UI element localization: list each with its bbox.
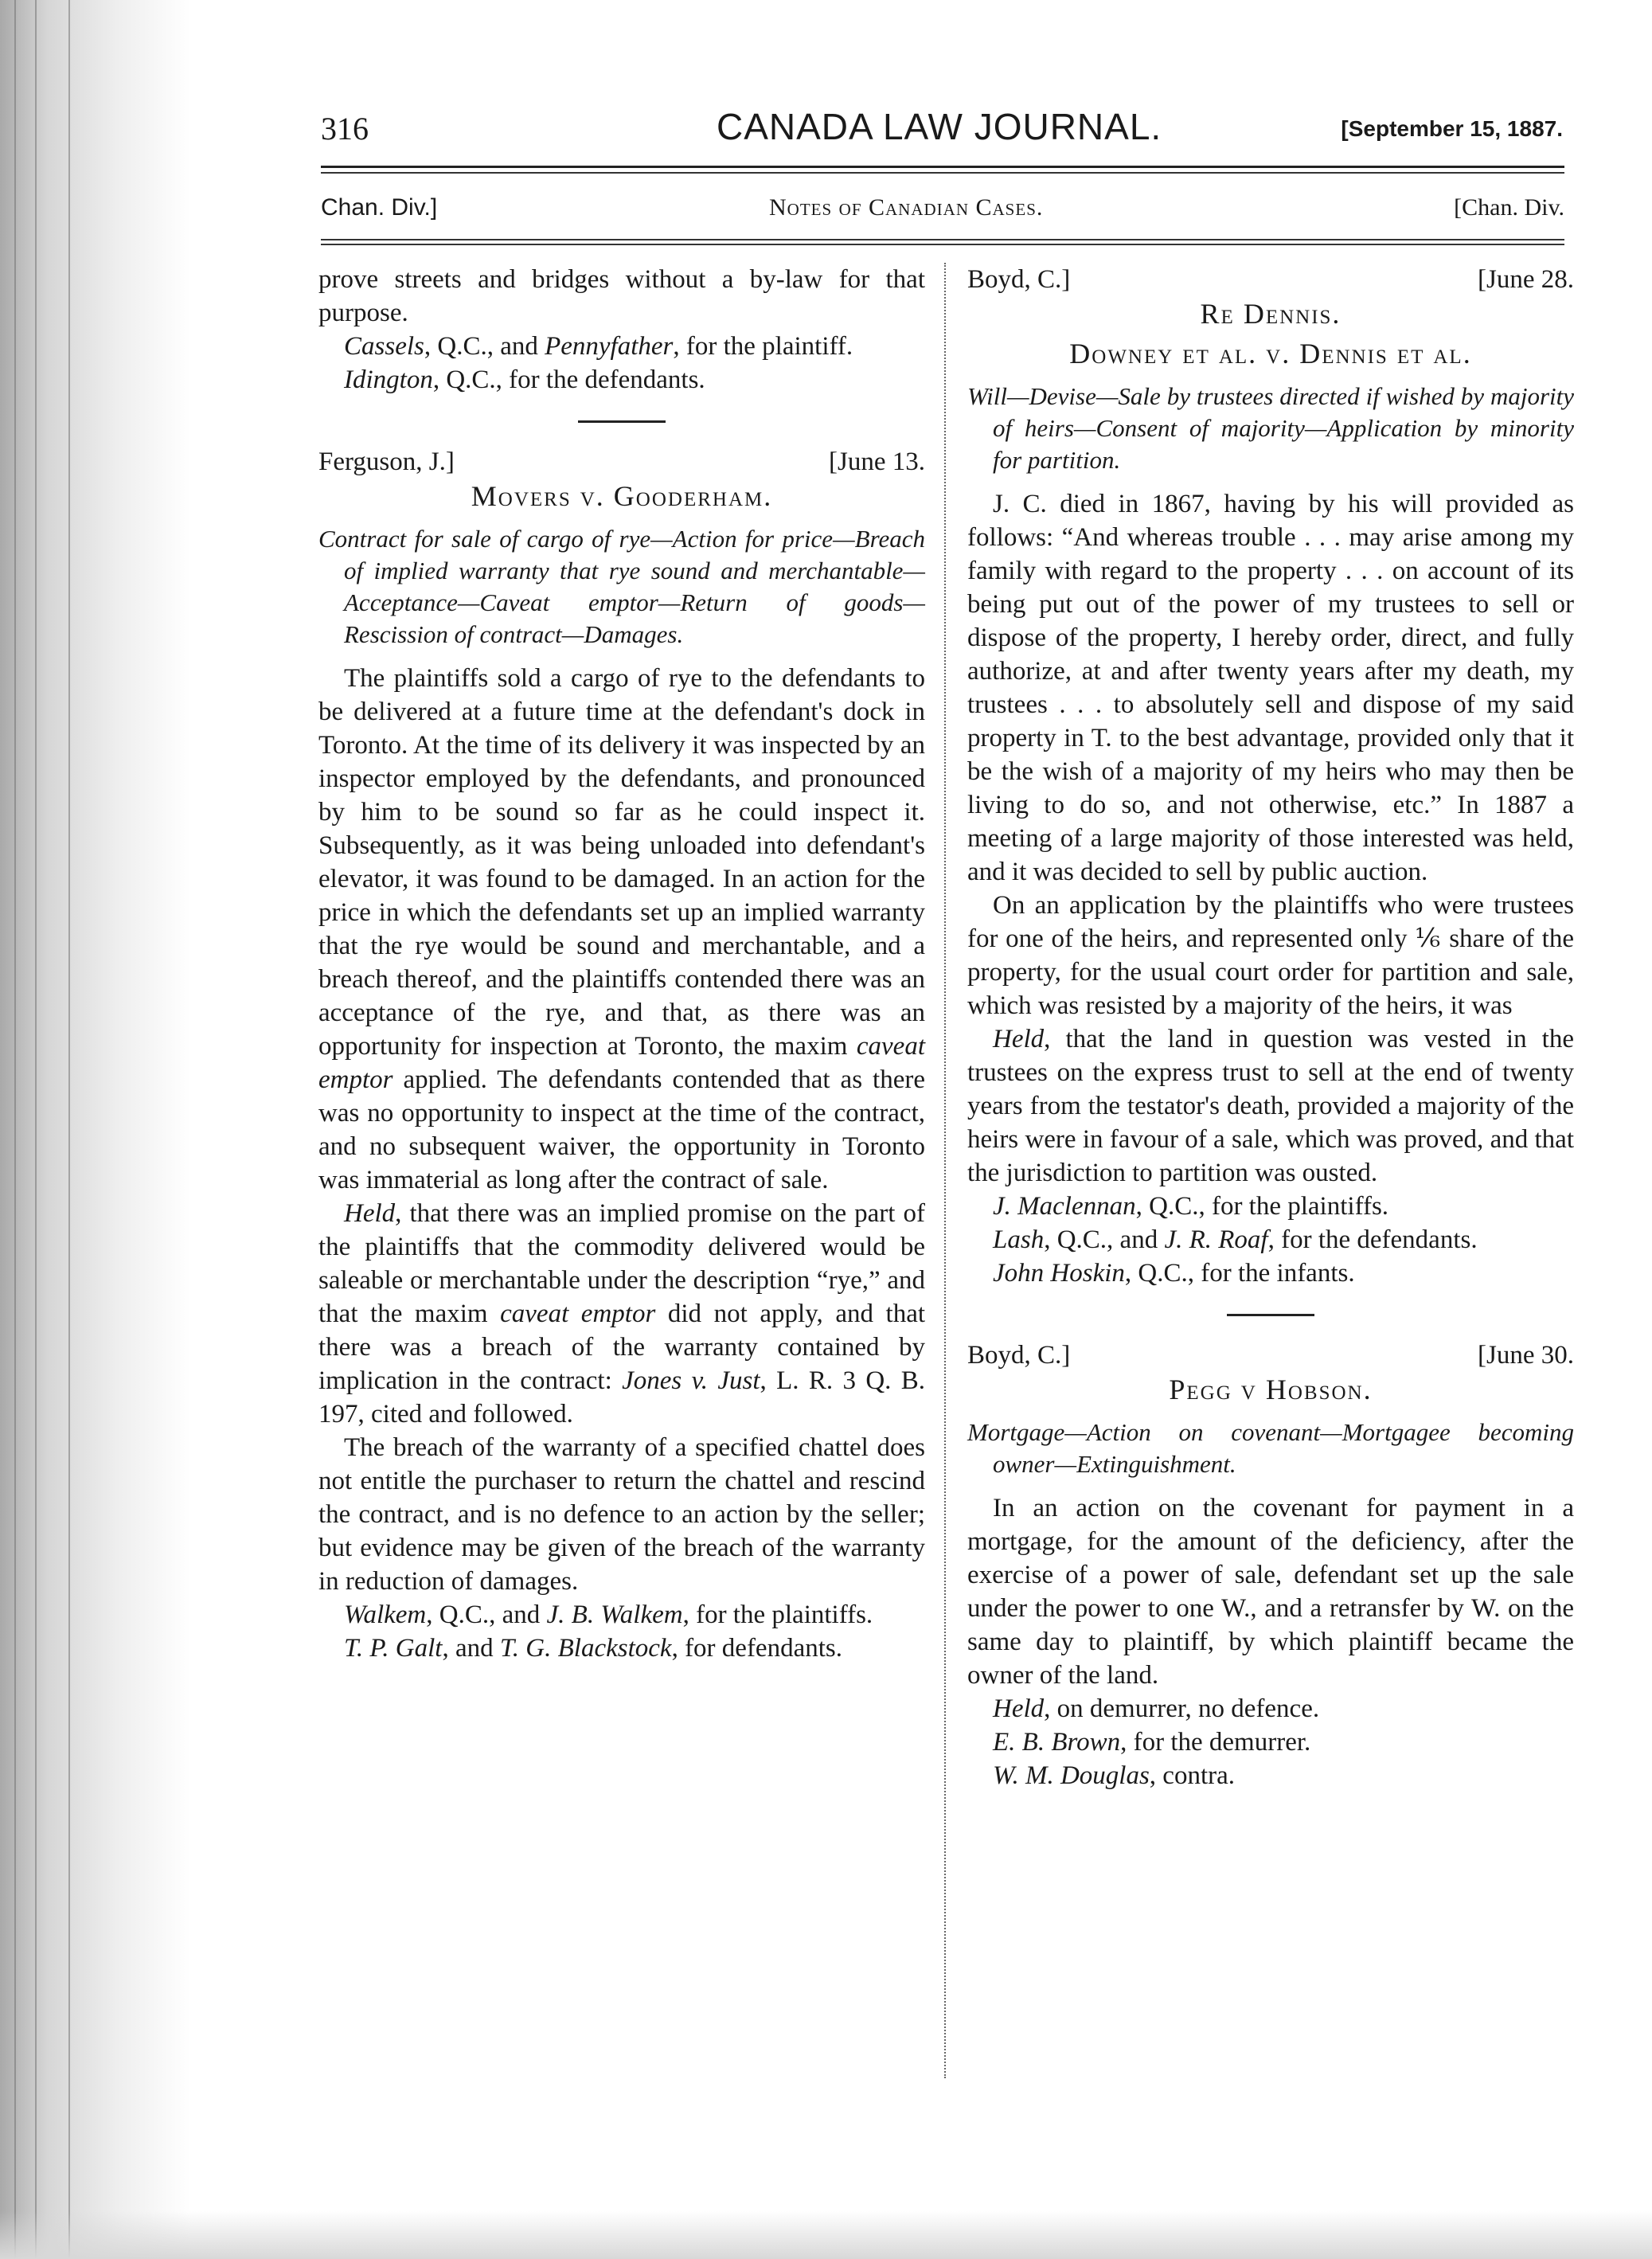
gutter-line [68, 0, 70, 2259]
counsel-line: Lash, Q.C., and J. R. Roaf, for the defendants. [993, 1225, 1478, 1254]
continuation-text: prove streets and bridges without a by-law for that purpose. [318, 265, 925, 327]
counsel-line: Idington, Q.C., for the defendants. [344, 365, 705, 394]
judge-line [318, 445, 925, 479]
section-right: [Chan. Div. [1454, 194, 1564, 221]
judge-line [967, 1339, 1574, 1372]
headnote: Mortgage—Action on covenant—Mortgagee becoming owner—Extinguishment. [967, 1418, 1574, 1478]
case-paragraph: Held, that there was an implied promise on the part of the plaintiffs that the commodity delivered would be saleable or merchantable under the description “rye,” and that the maxim caveat emptor did not apply, and that there was a breach of the warranty contained by implication in the contract: Jones v. Just, L. R. 3 Q. B. 197, cited and followed. [318, 1199, 926, 1428]
section-rule [321, 239, 1564, 240]
right-column [967, 263, 1574, 1792]
counsel-line: J. Maclennan, Q.C., for the plaintiffs. [993, 1192, 1389, 1221]
case-date: [June 28. [1478, 265, 1574, 294]
counsel-name: Cassels [344, 332, 424, 361]
case-paragraph: J. C. died in 1867, having by his will provided as follows: “And whereas trouble . . . may arise among my family with regard to the property . . . on account of its being put out of the power of my trustees to sell or dispose of the property, I hereby order, direct, and fully authorize, at and after twenty years after my death, my trustees . . . to absolutely sell and dispose of my said property in T. to the best advantage, provided only that it be the wish of a majority of my heirs who may then be living to do so, and not otherwise, etc.” In 1887 a meeting of a large majority of those interested was held, and it was decided to sell by public auction. [967, 490, 1574, 886]
judge-line [967, 263, 1574, 296]
headnote: Contract for sale of cargo of rye—Action for price—Breach of implied warranty that rye sound and merchantable—Acceptance—Caveat emptor—Return of goods—Rescission of contract—Damages. [318, 525, 925, 648]
case-paragraph: In an action on the covenant for payment in a mortgage, for the amount of the deficiency, after the exercise of a power of sale, defendant set up the sale under the power to one W., and a retransfer by W. on the same day to plaintiff, by which plaintiff became the owner of the land. [967, 1494, 1574, 1690]
case-title: Pegg v Hobson. [1169, 1374, 1373, 1405]
counsel-line: John Hoskin, Q.C., for the infants. [993, 1259, 1355, 1288]
case-paragraph: The plaintiffs sold a cargo of rye to the defendants to be delivered at a future time at the defendant's dock in Toronto. At the time of its delivery it was inspected by an inspector employed by the defendants, and pronounced by him to be sound so far as he could inspect it. Subsequently, as it was being unloaded into defendant's elevator, it was found to be damaged. In an action for the price in which the defendants set up an implied warranty that the rye would be sound and merchantable, and a breach thereof, and the plaintiffs contended there was an acceptance of the rye, and that, as there was an opportunity for inspection at Toronto, the maxim caveat emptor applied. The defendants contended that as there was no opportunity to inspect at the time of the contract, and no subsequent waiver, the opportunity in Toronto was immaterial as long after the contract of sale. [318, 664, 925, 1194]
judge: Boyd, C.] [967, 265, 1071, 294]
held-word: Held [993, 1025, 1045, 1053]
gutter-line [35, 0, 37, 2259]
headnote: Will—Devise—Sale by trustees directed if wished by majority of heirs—Consent of majority—Application by minority for partition. [967, 382, 1574, 474]
counsel-line: T. P. Galt, and T. G. Blackstock, for defendants. [344, 1634, 842, 1663]
running-head [321, 102, 1571, 150]
case-separator [578, 420, 666, 423]
case-title: Movers v. Gooderham. [471, 480, 773, 512]
section-left: Chan. Div.] [321, 194, 438, 221]
header-rule [321, 172, 1564, 174]
issue-date: [September 15, 1887. [1341, 116, 1563, 141]
counsel-name: Idington [344, 365, 433, 394]
scan-bottom-edge [0, 2211, 1652, 2259]
left-column [318, 263, 925, 1665]
section-rule [321, 244, 1564, 245]
case-paragraph: Held, on demurrer, no defence. [993, 1694, 1320, 1723]
held-word: Held [344, 1199, 396, 1228]
journal-title: CANADA LAW JOURNAL. [717, 106, 1162, 147]
counsel-name: Pennyfather [545, 332, 674, 361]
judge: Ferguson, J.] [318, 448, 455, 476]
held-word: Held [993, 1694, 1045, 1723]
section-header [321, 194, 1564, 226]
case-separator [1227, 1314, 1314, 1316]
counsel-line: E. B. Brown, for the demurrer. [993, 1728, 1311, 1757]
gutter-line [14, 0, 16, 2259]
header-rule [321, 166, 1564, 168]
counsel-line: W. M. Douglas, contra. [993, 1761, 1235, 1790]
case-date: [June 30. [1478, 1341, 1574, 1370]
counsel-line: Cassels, Q.C., and Pennyfather, for the plaintiff. [344, 332, 853, 361]
case-subtitle: Downey et al. v. Dennis et al. [1069, 338, 1472, 369]
scan-gutter [0, 0, 191, 2259]
case-paragraph: On an application by the plaintiffs who were trustees for one of the heirs, and represented only ⅙ share of the property, for the usual court order for partition and sale, which was resisted by a majority of the heirs, it was [967, 891, 1574, 1020]
page-number: 316 [321, 111, 369, 147]
section-title: Notes of Canadian Cases. [769, 194, 1044, 221]
case-title: Re Dennis. [1200, 298, 1342, 330]
column-divider [944, 263, 946, 2078]
case-paragraph: The breach of the warranty of a specified chattel does not entitle the purchaser to return the chattel and rescind the contract, and is no defence to an action by the seller; but evidence may be given of the breach of the warranty in reduction of damages. [318, 1433, 925, 1596]
judge: Boyd, C.] [967, 1341, 1071, 1370]
counsel-line: Walkem, Q.C., and J. B. Walkem, for the plaintiffs. [344, 1600, 873, 1629]
case-date: [June 13. [829, 448, 925, 476]
case-paragraph: Held, that the land in question was vested in the trustees on the express trust to sell at the end of twenty years from the testator's death, provided a majority of the heirs were in favour of a sale, which was proved, and that the jurisdiction to partition was ousted. [967, 1025, 1574, 1187]
